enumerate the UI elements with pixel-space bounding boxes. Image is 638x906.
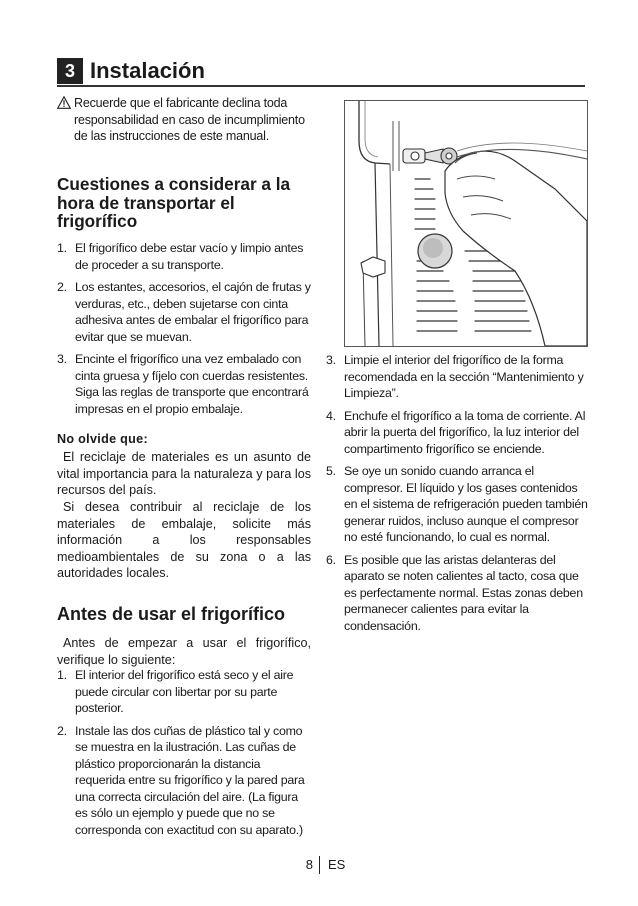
section-number-badge: 3: [57, 58, 83, 84]
list-item: 1. El frigorífico debe estar vacío y limpio antes de proceder a su transporte.: [57, 241, 304, 272]
warning-note: [57, 95, 311, 145]
recycling-label: No olvide que:: [57, 432, 148, 446]
fridge-back-illustration: [345, 101, 587, 346]
before-use-list: [57, 667, 311, 844]
header-rule: [57, 85, 585, 87]
recycling-paragraph-2: Si desea contribuir al reciclaje de los materiales de embalaje, solicite más información a los responsables medioambientales de su zona o a las autoridades locales.: [57, 500, 311, 581]
list-item: 3. Limpie el interior del frigorífico de la forma recomendada en la sección “Mantenimiento y Limpieza”.: [326, 353, 584, 400]
list-item: 5. Se oye un sonido cuando arranca el compresor. El líquido y los gases contenidos en el sistema de refrigeración pueden también generar ruidos, incluso aunque el compresor no esté funcionando, lo cual es normal.: [326, 464, 588, 544]
page-footer: [295, 856, 345, 874]
transport-heading: Cuestiones a considerar a la hora de transportar el frigorífico: [57, 174, 291, 231]
before-use-heading: Antes de usar el frigorífico: [57, 604, 286, 624]
list-item: 2. Instale las dos cuñas de plástico tal y como se muestra en la ilustración. Las cuñas de plástico proporcionarán la distancia requerida entre su frigorífico y la pared para una correcta circulación del aire. (La figura es sólo un ejemplo y puede que no se corresponda con exactitud con su aparato.): [57, 723, 305, 837]
transport-list: [57, 240, 311, 423]
list-item: 4. Enchufe el frigorífico a la toma de corriente. Al abrir la puerta del frigorífico, la luz interior del compartimento frigorífico se enciende.: [326, 408, 586, 456]
page-number: 8: [305, 857, 313, 872]
list-item: 2. Los estantes, accesorios, el cajón de frutas y verduras, etc., deben sujetarse con cinta adhesiva antes de embalar el frigorífico para evitar que se muevan.: [57, 280, 311, 344]
language-code: ES: [328, 857, 346, 872]
right-steps-list: [326, 352, 588, 640]
spacer-installation-illustration: [344, 100, 588, 347]
section-title: Instalación: [90, 58, 205, 83]
list-item: 6. Es posible que las aristas delanteras del aparato se noten calientes al tacto, cosa que es perfectamente normal. Estas zonas deben permanecer calientes para evitar la condensación.: [326, 552, 583, 633]
list-item: 3. Encinte el frigorífico una vez embalado con cinta gruesa y fíjelo con cuerdas resistentes. Siga las reglas de transporte que encontrará impresas en el propio embalaje.: [57, 352, 309, 416]
warning-text: Recuerde que el fabricante declina toda responsabilidad en caso de incumplimiento de las instrucciones de este manual.: [74, 96, 305, 143]
footer-divider: [319, 856, 320, 874]
list-item: 1. El interior del frigorífico está seco y el aire puede circular con libertar por su parte posterior.: [57, 668, 294, 715]
recycling-paragraph-1: El reciclaje de materiales es un asunto de vital importancia para la naturaleza y para los recursos del país.: [57, 450, 311, 498]
warning-triangle-icon: [57, 96, 71, 109]
before-use-intro: Antes de empezar a usar el frigorífico, verifique lo siguiente:: [57, 636, 311, 667]
